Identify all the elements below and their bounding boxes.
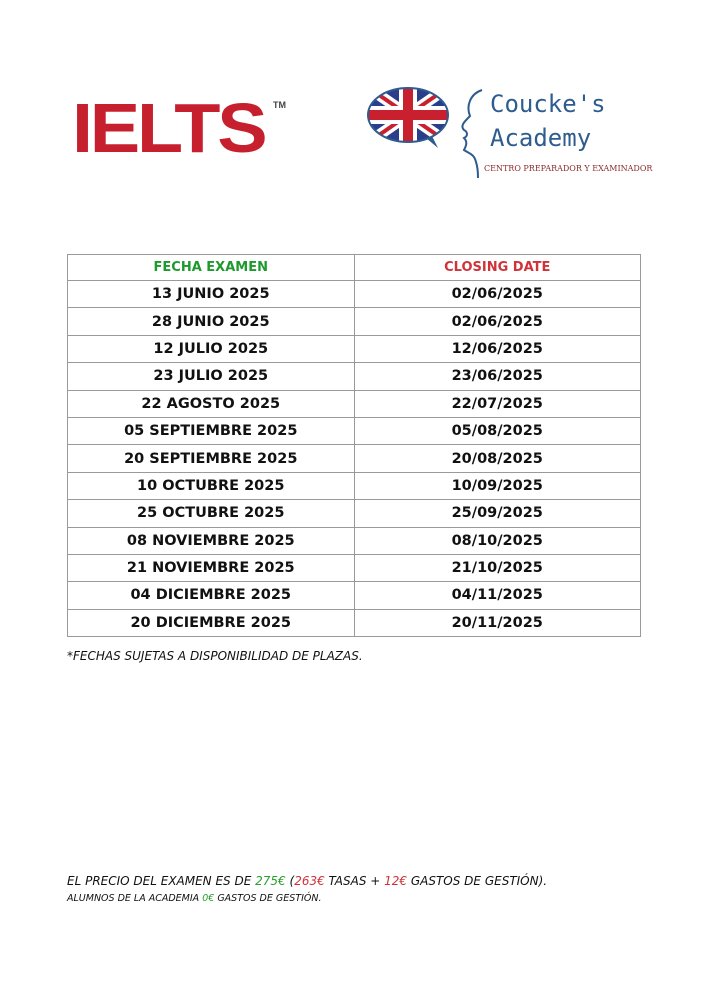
academy-name-line2: Academy bbox=[490, 124, 592, 152]
table-header-row bbox=[68, 255, 641, 281]
exam-date-cell: 20 DICIEMBRE 2025 bbox=[68, 609, 355, 636]
academy-tagline: CENTRO PREPARADOR Y EXAMINADOR bbox=[484, 164, 653, 173]
exam-date-cell: 12 JULIO 2025 bbox=[68, 335, 355, 362]
price-middle: TASAS + bbox=[324, 874, 385, 888]
exam-date-cell: 28 JUNIO 2025 bbox=[68, 308, 355, 335]
price-suffix: GASTOS DE GESTIÓN). bbox=[407, 874, 548, 888]
table-row bbox=[68, 582, 641, 609]
table-row bbox=[68, 500, 641, 527]
closing-date-cell: 20/08/2025 bbox=[354, 445, 641, 472]
closing-date-cell: 02/06/2025 bbox=[354, 281, 641, 308]
profile-silhouette-icon bbox=[452, 88, 488, 178]
header-closing-date: CLOSING DATE bbox=[354, 255, 641, 281]
closing-date-cell: 02/06/2025 bbox=[354, 308, 641, 335]
exam-date-cell: 08 NOVIEMBRE 2025 bbox=[68, 527, 355, 554]
academy-name-line1: Coucke's bbox=[490, 90, 606, 118]
uk-flag-speech-bubble-icon bbox=[366, 86, 450, 150]
table-row bbox=[68, 609, 641, 636]
closing-date-cell: 10/09/2025 bbox=[354, 472, 641, 499]
ielts-logo bbox=[72, 89, 292, 167]
closing-date-cell: 04/11/2025 bbox=[354, 582, 641, 609]
academy-logo bbox=[360, 84, 653, 180]
table-row bbox=[68, 445, 641, 472]
students-suffix: GASTOS DE GESTIÓN. bbox=[214, 893, 322, 904]
exam-date-cell: 13 JUNIO 2025 bbox=[68, 281, 355, 308]
exam-schedule-table bbox=[67, 254, 641, 637]
exam-date-cell: 21 NOVIEMBRE 2025 bbox=[68, 554, 355, 581]
table-row bbox=[68, 390, 641, 417]
exam-date-cell: 25 OCTUBRE 2025 bbox=[68, 500, 355, 527]
exam-date-cell: 10 OCTUBRE 2025 bbox=[68, 472, 355, 499]
ielts-trademark: TM bbox=[273, 100, 286, 110]
header-exam-date: FECHA EXAMEN bbox=[68, 255, 355, 281]
table-row bbox=[68, 281, 641, 308]
table-row bbox=[68, 472, 641, 499]
closing-date-cell: 25/09/2025 bbox=[354, 500, 641, 527]
exam-date-cell: 20 SEPTIEMBRE 2025 bbox=[68, 445, 355, 472]
closing-date-cell: 05/08/2025 bbox=[354, 417, 641, 444]
closing-date-cell: 20/11/2025 bbox=[354, 609, 641, 636]
students-prefix: ALUMNOS DE LA ACADEMIA bbox=[67, 893, 203, 904]
exam-date-cell: 05 SEPTIEMBRE 2025 bbox=[68, 417, 355, 444]
exam-price-line bbox=[67, 874, 547, 888]
students-amount: 0€ bbox=[202, 893, 215, 904]
price-fees: 263€ bbox=[294, 874, 325, 888]
ielts-logo-text: IELTS bbox=[72, 89, 265, 167]
closing-date-cell: 22/07/2025 bbox=[354, 390, 641, 417]
exam-date-cell: 23 JULIO 2025 bbox=[68, 363, 355, 390]
table-row bbox=[68, 363, 641, 390]
price-open-paren: ( bbox=[285, 874, 295, 888]
price-prefix: EL PRECIO DEL EXAMEN ES DE bbox=[67, 874, 256, 888]
closing-date-cell: 12/06/2025 bbox=[354, 335, 641, 362]
exam-date-cell: 22 AGOSTO 2025 bbox=[68, 390, 355, 417]
table-row bbox=[68, 554, 641, 581]
table-row bbox=[68, 335, 641, 362]
table-row bbox=[68, 308, 641, 335]
price-total: 275€ bbox=[255, 874, 286, 888]
closing-date-cell: 21/10/2025 bbox=[354, 554, 641, 581]
table-row bbox=[68, 527, 641, 554]
availability-note: *FECHAS SUJETAS A DISPONIBILIDAD DE PLAZAS. bbox=[67, 649, 363, 663]
table-row bbox=[68, 417, 641, 444]
closing-date-cell: 08/10/2025 bbox=[354, 527, 641, 554]
exam-date-cell: 04 DICIEMBRE 2025 bbox=[68, 582, 355, 609]
closing-date-cell: 23/06/2025 bbox=[354, 363, 641, 390]
students-fee-line bbox=[67, 893, 321, 904]
price-management: 12€ bbox=[384, 874, 408, 888]
